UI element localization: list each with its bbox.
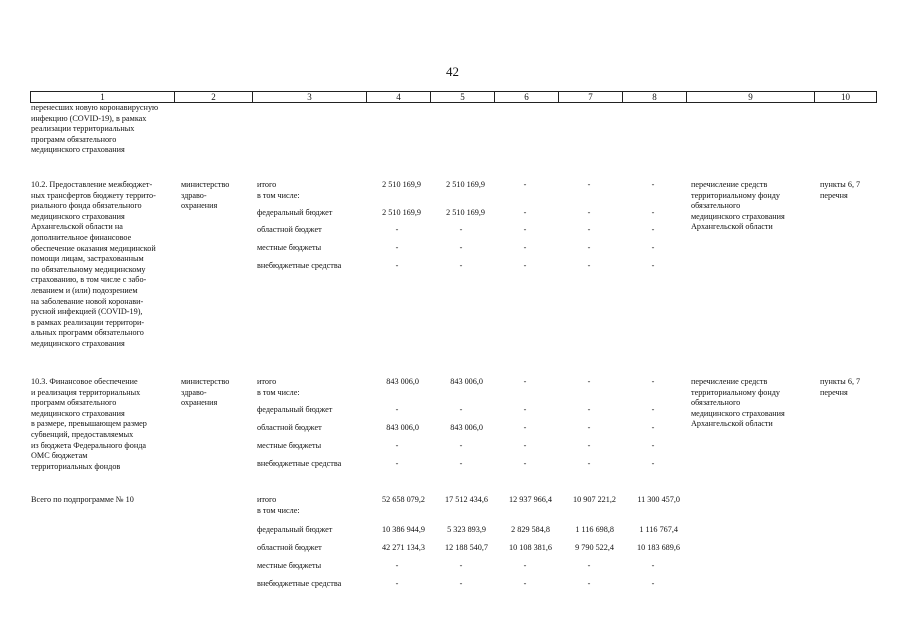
table-header-row [30, 91, 877, 103]
header-col-1: 1 [31, 92, 175, 102]
row-10-2-local-c5: - [459, 243, 463, 252]
total-regional-c7: 9 790 522,4 [575, 543, 614, 552]
total-extrabudget-c7: - [587, 579, 591, 588]
row-10-2-federal-c8: - [651, 208, 655, 217]
row-10-3-extrabudget-c7: - [587, 459, 591, 468]
header-col-2: 2 [175, 92, 253, 102]
total-source-regional: областной бюджет [257, 543, 322, 552]
row-10-3-result: перечисление средств территориальному фонду обязательного медицинского страхования Архангельской области [691, 377, 785, 429]
total-total-c5: 17 512 434,6 [445, 495, 488, 504]
row-10-3-local-c5: - [459, 441, 463, 450]
row-10-2-source-regional: областной бюджет [257, 225, 322, 234]
row-10-3-source-extrabudget: внебюджетные средства [257, 459, 342, 468]
row-10-3-source-regional: областной бюджет [257, 423, 322, 432]
row-10-2-local-c8: - [651, 243, 655, 252]
total-local-c5: - [459, 561, 463, 570]
row-10-3-regional-c7: - [587, 423, 591, 432]
row-10-2-local-c7: - [587, 243, 591, 252]
row-10-3-total-c8: - [651, 377, 655, 386]
carryover-description: перенесших новую коронавирусную инфекцию (COVID-19), в рамках реализации территориальных программ обязательного медицинского страхования [31, 103, 159, 155]
row-10-3-local-c6: - [523, 441, 527, 450]
page-number: 42 [446, 64, 459, 79]
total-extrabudget-c6: - [523, 579, 527, 588]
row-10-3-extrabudget-c4: - [395, 459, 399, 468]
header-col-3: 3 [253, 92, 367, 102]
row-10-3-regional-c5: 843 006,0 [450, 423, 483, 432]
row-10-2-extrabudget-c4: - [395, 261, 399, 270]
row-10-3-source-local: местные бюджеты [257, 441, 322, 450]
row-10-3-federal-c6: - [523, 405, 527, 414]
header-col-7: 7 [559, 92, 623, 102]
total-extrabudget-c8: - [651, 579, 655, 588]
total-total-c6: 12 937 966,4 [509, 495, 552, 504]
total-source-local: местные бюджеты [257, 561, 322, 570]
total-federal-c8: 1 116 767,4 [639, 525, 678, 534]
row-10-2-total-c5: 2 510 169,9 [446, 180, 485, 189]
row-10-3-regional-c4: 843 006,0 [386, 423, 419, 432]
total-federal-c6: 2 829 584,8 [511, 525, 550, 534]
header-col-9: 9 [687, 92, 815, 102]
row-10-3-link: пункты 6, 7 перечня [820, 377, 861, 397]
total-regional-c4: 42 271 134,3 [382, 543, 425, 552]
total-federal-c5: 5 323 893,9 [447, 525, 486, 534]
row-10-3-local-c4: - [395, 441, 399, 450]
row-10-3-local-c7: - [587, 441, 591, 450]
total-federal-c7: 1 116 698,8 [575, 525, 614, 534]
total-local-c6: - [523, 561, 527, 570]
row-10-3-total-c7: - [587, 377, 591, 386]
row-10-2-regional-c7: - [587, 225, 591, 234]
total-local-c8: - [651, 561, 655, 570]
row-10-2-federal-c5: 2 510 169,9 [446, 208, 485, 217]
row-10-3-extrabudget-c6: - [523, 459, 527, 468]
row-10-3-source-total: итого в том числе: [257, 377, 300, 397]
header-col-4: 4 [367, 92, 431, 102]
row-10-2-title: 10.2. Предоставление межбюджет- ных трансфертов бюджету террито- риального фонда обязательного медицинского страхования Архангельской области на дополнительное финансовое обеспечение оказания медицинской помощи лицам, застрахованным по обязательному медицинскому страхованию, в том числе с забо- леванием и (или) подозрением на заболевание новой коронави- русной инфекцией (COVID-19), в рамках реализации территори- альных программ обязательного медицинского страхования [31, 180, 156, 348]
row-10-2-total-c7: - [587, 180, 591, 189]
row-10-2-source-total: итого в том числе: [257, 180, 300, 200]
row-10-2-source-extrabudget: внебюджетные средства [257, 261, 342, 270]
header-col-5: 5 [431, 92, 495, 102]
row-10-2-regional-c5: - [459, 225, 463, 234]
row-10-3-extrabudget-c5: - [459, 459, 463, 468]
row-10-2-total-c4: 2 510 169,9 [382, 180, 421, 189]
row-10-3-title: 10.3. Финансовое обеспечение и реализация территориальных программ обязательного медицинского страхования в размере, превышающем размер субвенций, предоставляемых из бюджета Федерального фонда ОМС бюджетам территориальных фондов [31, 377, 147, 471]
row-10-3-federal-c4: - [395, 405, 399, 414]
row-10-2-extrabudget-c5: - [459, 261, 463, 270]
total-total-c8: 11 300 457,0 [637, 495, 680, 504]
row-10-2-regional-c4: - [395, 225, 399, 234]
row-10-2-link: пункты 6, 7 перечня [820, 180, 861, 200]
row-10-2-regional-c6: - [523, 225, 527, 234]
row-10-3-source-federal: федеральный бюджет [257, 405, 333, 414]
header-col-10: 10 [841, 92, 850, 102]
row-10-2-federal-c6: - [523, 208, 527, 217]
row-10-2-local-c6: - [523, 243, 527, 252]
total-source-total: итого в том числе: [257, 495, 300, 515]
total-federal-c4: 10 386 944,9 [382, 525, 425, 534]
total-regional-c8: 10 183 689,6 [637, 543, 680, 552]
row-10-3-local-c8: - [651, 441, 655, 450]
row-10-2-extrabudget-c7: - [587, 261, 591, 270]
row-10-3-regional-c6: - [523, 423, 527, 432]
total-total-c7: 10 907 221,2 [573, 495, 616, 504]
row-10-3-total-c6: - [523, 377, 527, 386]
total-source-federal: федеральный бюджет [257, 525, 333, 534]
row-10-3-executor: министерство здраво- охранения [181, 377, 230, 408]
row-10-3-total-c5: 843 006,0 [450, 377, 483, 386]
total-extrabudget-c5: - [459, 579, 463, 588]
row-10-3-regional-c8: - [651, 423, 655, 432]
row-10-2-executor: министерство здраво- охранения [181, 180, 230, 211]
row-10-2-total-c6: - [523, 180, 527, 189]
total-source-extrabudget: внебюджетные средства [257, 579, 342, 588]
total-local-c7: - [587, 561, 591, 570]
row-10-2-extrabudget-c6: - [523, 261, 527, 270]
total-regional-c6: 10 108 381,6 [509, 543, 552, 552]
row-10-3-federal-c8: - [651, 405, 655, 414]
row-10-2-federal-c4: 2 510 169,9 [382, 208, 421, 217]
row-10-2-result: перечисление средств территориальному фонду обязательного медицинского страхования Архангельской области [691, 180, 785, 232]
row-10-2-regional-c8: - [651, 225, 655, 234]
row-10-3-total-c4: 843 006,0 [386, 377, 419, 386]
total-extrabudget-c4: - [395, 579, 399, 588]
total-title: Всего по подпрограмме № 10 [31, 495, 134, 504]
row-10-2-local-c4: - [395, 243, 399, 252]
row-10-2-federal-c7: - [587, 208, 591, 217]
row-10-2-extrabudget-c8: - [651, 261, 655, 270]
row-10-3-federal-c7: - [587, 405, 591, 414]
row-10-2-source-local: местные бюджеты [257, 243, 322, 252]
row-10-3-federal-c5: - [459, 405, 463, 414]
row-10-3-extrabudget-c8: - [651, 459, 655, 468]
row-10-2-total-c8: - [651, 180, 655, 189]
row-10-2-source-federal: федеральный бюджет [257, 208, 333, 217]
total-regional-c5: 12 188 540,7 [445, 543, 488, 552]
header-col-8: 8 [623, 92, 687, 102]
header-col-6: 6 [495, 92, 559, 102]
total-local-c4: - [395, 561, 399, 570]
total-total-c4: 52 658 079,2 [382, 495, 425, 504]
